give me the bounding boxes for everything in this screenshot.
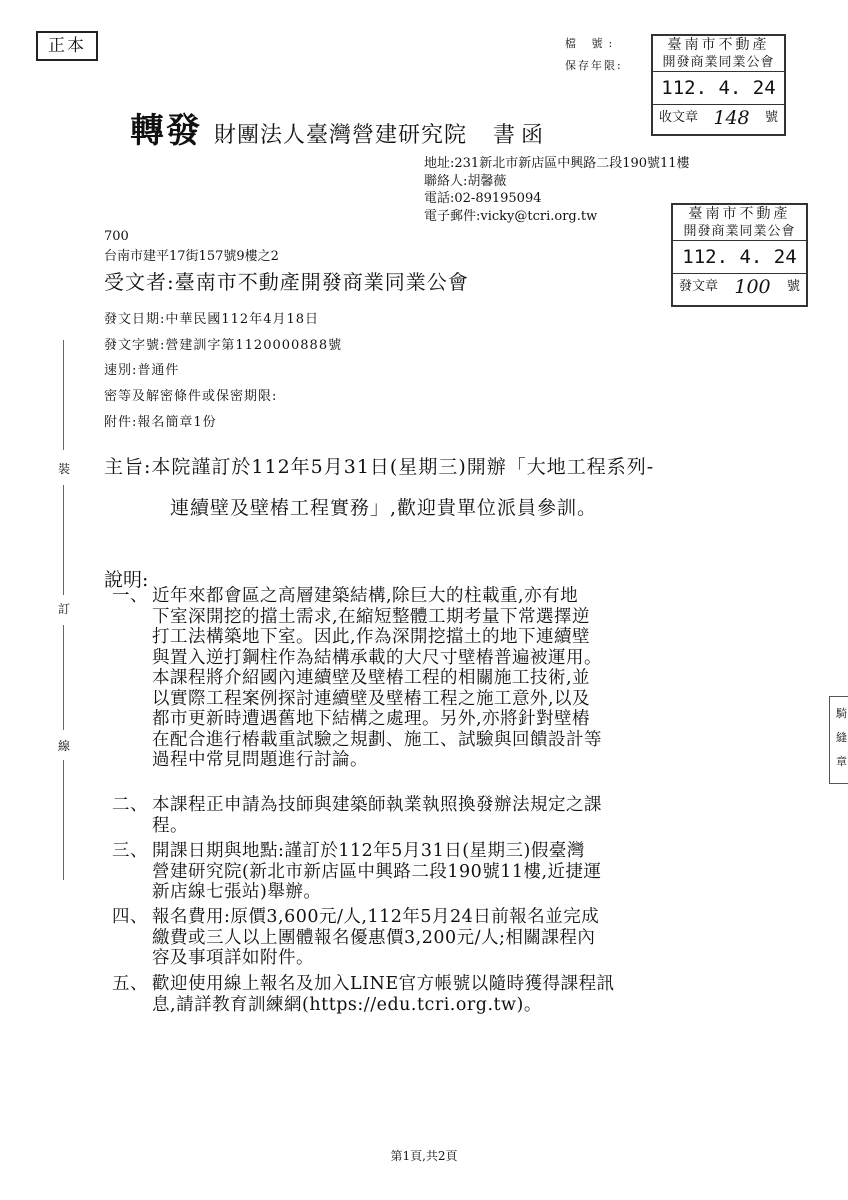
stamp-org-line2: 開發商業同業公會 xyxy=(673,223,806,241)
item-text xyxy=(152,586,768,771)
explanation-label: 說明: xyxy=(104,569,149,591)
item-line: 新店線七張站)舉辦。 xyxy=(152,882,322,902)
doc-type: 書函 xyxy=(493,123,550,148)
recipient-zip: 700 xyxy=(104,229,129,244)
stamp-org-line1: 臺南市不動產 xyxy=(688,206,791,222)
sender-address: 地址:231新北市新店區中興路二段190號11樓 xyxy=(424,156,690,171)
item-line: 本課程將介紹國內連續壁及壁樁工程的相關施工技術,並 xyxy=(152,668,591,688)
item-text xyxy=(152,795,768,836)
item-number: 四、 xyxy=(112,907,148,927)
item-line: 打工法構築地下室。因此,作為深開挖擋土的地下連續壁 xyxy=(152,627,591,647)
item-line: 與置入逆打鋼柱作為結構承載的大尺寸壁樁普遍被運用。 xyxy=(152,647,602,668)
item-line: 近年來都會區之高層建築結構,除巨大的柱載重,亦有地 xyxy=(152,586,579,606)
document-title xyxy=(130,103,549,152)
stamp-number: 148 xyxy=(713,107,750,129)
org-name: 財團法人臺灣營建研究院 xyxy=(214,123,468,148)
stamp-footer xyxy=(653,105,784,131)
item-text xyxy=(152,974,768,1015)
item-number: 二、 xyxy=(112,795,148,815)
forward-stamp: 轉發 xyxy=(130,111,202,151)
stamp-org-line1: 臺南市不動產 xyxy=(667,37,770,53)
stamp-footer xyxy=(673,274,806,300)
item-line: 下室深開挖的擋土需求,在縮短整體工期考量下常選擇逆 xyxy=(152,606,591,627)
seam-stamp-char: 章 xyxy=(836,755,847,768)
doc-speed: 速別:普通件 xyxy=(104,363,180,378)
contact-email: 電子郵件:vicky@tcri.org.tw xyxy=(424,208,598,224)
binding-mark: 線 xyxy=(58,739,71,753)
binding-line xyxy=(63,625,64,730)
subject-line-2: 連續壁及壁樁工程實務」,歡迎貴單位派員參訓。 xyxy=(170,497,598,519)
item-line: 營建研究院(新北市新店區中興路二段190號11樓,近捷運 xyxy=(152,861,602,882)
stamp-date: 112. 4. 24 xyxy=(673,241,806,274)
item-number: 一、 xyxy=(112,586,148,606)
item-line: 容及事項詳如附件。 xyxy=(152,948,314,968)
stamp-label: 發文章 xyxy=(679,279,719,294)
doc-attachment: 附件:報名簡章1份 xyxy=(104,415,217,430)
item-line: 程。 xyxy=(152,815,188,836)
recipient-address: 台南市建平17街157號9樓之2 xyxy=(104,249,279,264)
copy-type-box: 正本 xyxy=(36,31,98,61)
subject-line-1: 主旨:本院謹訂於112年5月31日(星期三)開辦「大地工程系列- xyxy=(104,456,655,478)
item-line: 報名費用:原價3,600元/人,112年5月24日前報名並完成 xyxy=(152,907,600,927)
doc-secrecy: 密等及解密條件或保密期限: xyxy=(104,389,278,404)
item-text xyxy=(152,841,768,903)
item-line: 過程中常見問題進行討論。 xyxy=(152,750,368,770)
stamp-label: 收文章 xyxy=(659,110,699,125)
item-line: 息,請詳教育訓練網(https://edu.tcri.org.tw)。 xyxy=(152,994,542,1015)
binding-mark: 訂 xyxy=(58,602,71,616)
item-text xyxy=(152,907,768,969)
item-number: 五、 xyxy=(112,974,148,994)
binding-mark: 裝 xyxy=(58,462,71,476)
doc-date: 發文日期:中華民國112年4月18日 xyxy=(104,312,320,327)
item-line: 在配合進行樁載重試驗之規劃、施工、試驗與回饋設計等 xyxy=(152,729,602,750)
file-number-label: 檔 號: xyxy=(565,37,619,50)
receive-stamp xyxy=(651,34,786,136)
item-line: 都市更新時遭遇舊地下結構之處理。另外,亦將針對壁樁 xyxy=(152,709,591,729)
doc-number: 發文字號:營建訓字第1120000888號 xyxy=(104,338,343,353)
binding-line xyxy=(63,340,64,450)
seam-stamp-char: 騎 xyxy=(836,707,847,720)
item-line: 開課日期與地點:謹訂於112年5月31日(星期三)假臺灣 xyxy=(152,841,585,861)
seam-stamp-char: 縫 xyxy=(836,731,847,744)
contact-phone: 電話:02-89195094 xyxy=(424,191,542,206)
binding-line xyxy=(63,485,64,595)
stamp-number: 100 xyxy=(734,276,771,298)
contact-person: 聯絡人:胡馨薇 xyxy=(424,173,507,189)
dispatch-stamp xyxy=(671,203,808,307)
sender-contact xyxy=(424,155,690,225)
item-line: 繳費或三人以上團體報名優惠價3,200元/人;相關課程內 xyxy=(152,927,596,948)
item-line: 以實際工程案例探討連續壁及壁樁工程之施工意外,以及 xyxy=(152,688,591,709)
item-line: 歡迎使用線上報名及加入LINE官方帳號以隨時獲得課程訊 xyxy=(152,974,615,994)
item-number: 三、 xyxy=(112,841,148,861)
stamp-suffix: 號 xyxy=(786,279,800,294)
page-number: 第1頁,共2頁 xyxy=(390,1149,458,1163)
recipient-name: 受文者:臺南市不動產開發商業同業公會 xyxy=(104,270,469,294)
stamp-suffix: 號 xyxy=(764,110,778,125)
retention-label: 保存年限: xyxy=(565,59,623,72)
item-line: 本課程正申請為技師與建築師執業執照換發辦法規定之課 xyxy=(152,795,602,815)
binding-line xyxy=(63,760,64,880)
stamp-date: 112. 4. 24 xyxy=(653,72,784,105)
stamp-org-line2: 開發商業同業公會 xyxy=(653,54,784,72)
